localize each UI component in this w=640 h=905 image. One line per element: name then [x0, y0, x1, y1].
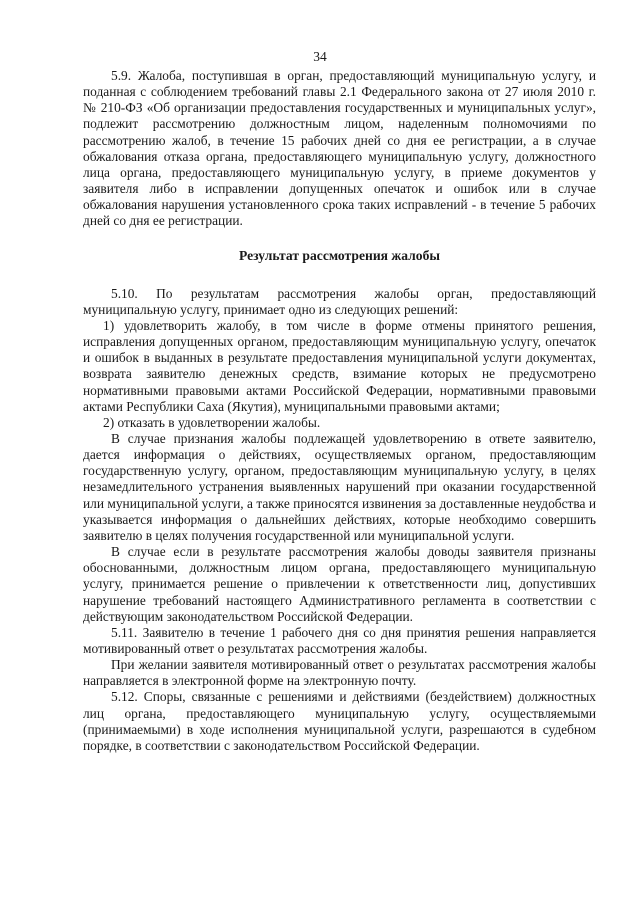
- page-number: 34: [313, 49, 327, 64]
- paragraph-5-9: 5.9. Жалоба, поступившая в орган, предоставляющий муниципальную услугу, и поданная с соблюдением требований главы 2.1 Федерального закона от 27 июля 2010 г. № 210-ФЗ «Об организации предоставления государственных и муниципальных услуг», подлежит рассмотрению должностным лицом, наделенным полномочиями по рассмотрению жалоб, в течение 15 рабочих дней со дня ее регистрации, а в случае обжалования отказа органа, предоставляющего муниципальную услугу, должностного лица органа, предоставляющего муниципальную услугу, в приеме документов у заявителя либо в исправлении допущенных опечаток и ошибок или в случае обжалования нарушения установленного срока таких исправлений - в течение 5 рабочих дней со дня ее регистрации.: [83, 68, 596, 229]
- paragraph-email-response: При желании заявителя мотивированный ответ о результатах рассмотрения жалобы направляется в электронной форме на электронную почту.: [83, 657, 596, 689]
- section-heading: Результат рассмотрения жалобы: [238, 247, 441, 263]
- paragraph-5-12: 5.12. Споры, связанные с решениями и действиями (бездействием) должностных лиц органа, предоставляющего муниципальную услугу, осуществляемыми (принимаемыми) в ходе исполнения муниципальной услуги, разрешаются в судебном порядке, в соответствии с законодательством Российской Федерации.: [83, 689, 596, 753]
- document-body: [83, 68, 596, 754]
- paragraph-5-11: 5.11. Заявителю в течение 1 рабочего дня со дня принятия решения направляется мотивированный ответ о результатах рассмотрения жалобы.: [83, 624, 596, 656]
- list-item-1: 1) удовлетворить жалобу, в том числе в форме отмены принятого решения, исправления допущенных органом, предоставляющим муниципальную услугу, опечаток и ошибок в выданных в результате предоставления муниципальной услуги документах, возврата заявителю денежных средств, взимание которых не предусмотрено нормативными правовыми актами Российской Федерации, нормативными правовыми актами Республики Саха (Якутия), муниципальными правовыми актами;: [83, 317, 596, 414]
- paragraph-satisfaction-info: В случае признания жалобы подлежащей удовлетворению в ответе заявителю, дается информация о действиях, осуществляемых органом, предоставляющим государственную услугу, органом, предоставляющим муниципальную услугу, в целях незамедлительного устранения выявленных нарушений при оказании государственной или муниципальной услуги, а также приносятся извинения за доставленные неудобства и указывается информация о дальнейших действиях, которые необходимо совершить заявителю в целях получения государственной или муниципальной услуги.: [83, 430, 596, 543]
- list-item-2: 2) отказать в удовлетворении жалобы.: [103, 414, 321, 430]
- paragraph-liability: В случае если в результате рассмотрения жалобы доводы заявителя признаны обоснованными, должностным лицом органа, предоставляющего муниципальную услугу, принимается решение о привлечении к ответственности лиц, допустивших нарушение требований настоящего Административного регламента в соответствии с действующим законодательством Российской Федерации.: [83, 544, 596, 624]
- paragraph-5-10: 5.10. По результатам рассмотрения жалобы орган, предоставляющий муниципальную услугу, принимает одно из следующих решений:: [83, 285, 596, 317]
